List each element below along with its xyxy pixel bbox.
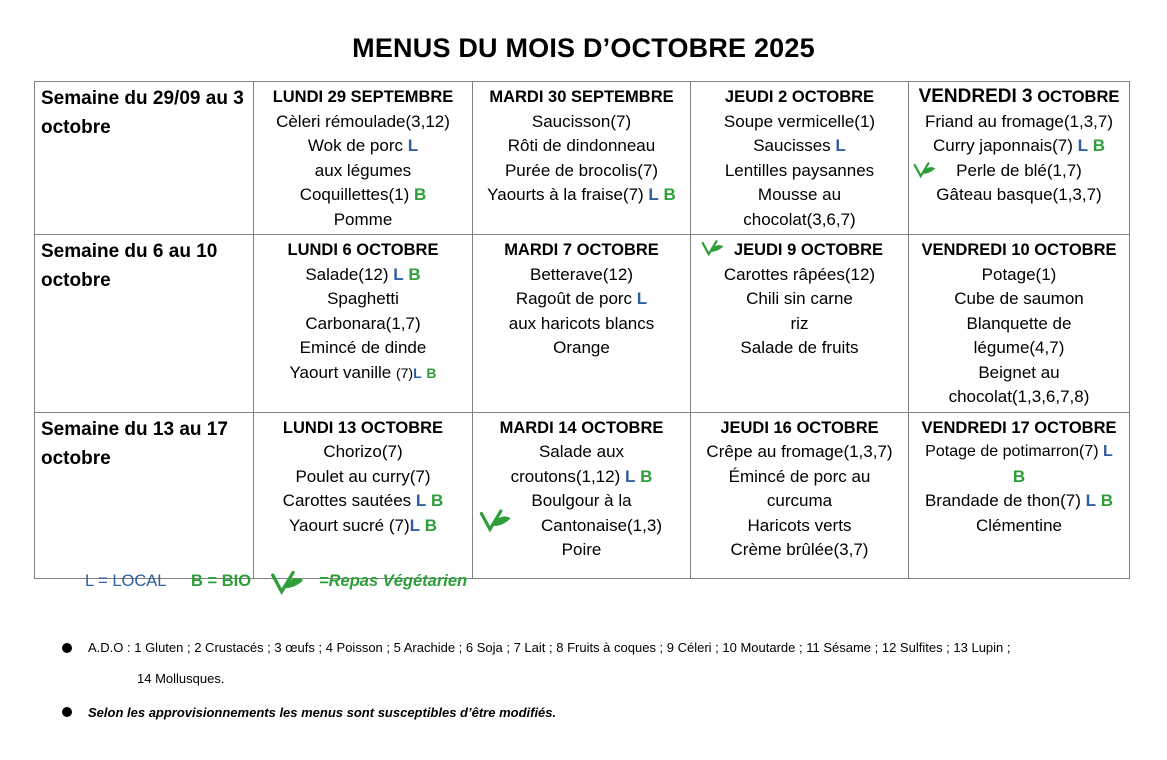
menu-item: Crème brûlée(3,7) xyxy=(730,540,869,559)
allergens-note: A.D.O : 1 Gluten ; 2 Crustacés ; 3 œufs ; 4 Poisson ; 5 Arachide ; 6 Soja ; 7 Lait ; 8 Fruits à coques ; 9 Céleri ; 10 Moutarde ; 11 Sésame ; 12 Sulfites ; 13 Lupin ; xyxy=(88,640,1011,655)
menu-item: Soupe vermicelle(1) xyxy=(723,111,876,131)
menu-item: curcuma xyxy=(766,491,833,510)
day-cell xyxy=(473,235,691,413)
day-title: VENDREDI 3 OCTOBRE xyxy=(918,86,1120,107)
bio-tag: B xyxy=(426,364,437,381)
menu-item: Salade de fruits xyxy=(740,338,859,357)
local-tag: L xyxy=(415,491,427,510)
menu-item: Salade aux xyxy=(538,442,625,461)
day-cell xyxy=(691,82,909,235)
menu-item: Yaourts à la fraise(7) L B xyxy=(487,185,676,204)
menu-item: Yaourt sucré (7)L B xyxy=(288,515,438,535)
day-title: MARDI 30 SEPTEMBRE xyxy=(489,88,674,106)
day-cell xyxy=(473,412,691,578)
vegetarian-leaf-icon xyxy=(913,161,941,181)
day-title: MARDI 14 OCTOBRE xyxy=(499,418,664,437)
menu-item: aux haricots blancs xyxy=(508,313,655,333)
day-cell xyxy=(691,412,909,578)
menu-item: Cube de saumon xyxy=(954,289,1084,308)
vegetarian-leaf-icon xyxy=(479,508,515,538)
menu-item: Beignet au xyxy=(978,362,1060,382)
menu-item: Chili sin carne xyxy=(746,289,853,308)
menu-item: Brandade de thon(7) L B xyxy=(924,491,1114,510)
local-tag: L xyxy=(1077,136,1088,155)
local-tag: L xyxy=(409,515,420,535)
local-tag: L xyxy=(1103,443,1113,460)
day-title: VENDREDI 17 OCTOBRE xyxy=(921,418,1117,437)
menu-item: Poire xyxy=(561,540,602,559)
day-title: JEUDI 9 OCTOBRE xyxy=(695,238,904,263)
legend-bio: B = BIO xyxy=(191,572,252,590)
local-tag: L xyxy=(407,136,419,155)
day-title: MARDI 7 OCTOBRE xyxy=(504,241,659,259)
menu-item: Purée de brocolis(7) xyxy=(504,160,659,180)
menu-item: chocolat(1,3,6,7,8) xyxy=(948,387,1090,406)
menu-item: Coquillettes(1) B xyxy=(299,185,427,204)
day-cell xyxy=(473,82,691,235)
page-title: MENUS DU MOIS D’OCTOBRE 2025 xyxy=(352,33,815,63)
day-cell xyxy=(254,235,473,413)
menu-table xyxy=(34,81,1130,579)
bio-tag: B xyxy=(663,185,676,204)
menu-item: aux légumes xyxy=(314,160,412,180)
day-title: LUNDI 6 OCTOBRE xyxy=(287,241,439,259)
day-cell xyxy=(254,412,473,578)
bio-tag: B xyxy=(408,264,421,284)
bullet-icon xyxy=(62,707,72,717)
menu-item: Yaourt vanille (7)L B xyxy=(289,362,437,382)
day-cell xyxy=(909,235,1130,413)
day-title: JEUDI 2 OCTOBRE xyxy=(724,88,875,106)
menu-item: Saucisses L xyxy=(753,136,846,155)
day-cell xyxy=(254,82,473,235)
menu-item: chocolat(3,6,7) xyxy=(743,209,856,229)
menu-item: Curry japonnais(7) L B xyxy=(933,136,1105,155)
vegetarian-leaf-icon xyxy=(270,570,306,603)
menu-item: Chorizo(7) xyxy=(323,442,403,461)
menu-item: Emincé de dinde xyxy=(299,338,427,357)
menu-item: Carottes râpées(12) xyxy=(723,264,876,284)
menu-item xyxy=(913,465,1125,490)
bio-tag: B xyxy=(414,185,427,204)
menu-item: Potage de potimarron(7) L xyxy=(925,443,1113,460)
menu-item: Gâteau basque(1,3,7) xyxy=(936,185,1102,204)
allergens-note-continued: 14 Mollusques. xyxy=(137,671,225,686)
day-title: JEUDI 16 OCTOBRE xyxy=(720,418,879,437)
bio-tag: B xyxy=(1092,136,1105,155)
week-row xyxy=(35,235,1130,413)
menu-item: Wok de porc L xyxy=(307,136,419,155)
menu-item: Carbonara(1,7) xyxy=(305,313,421,333)
day-title: LUNDI 13 OCTOBRE xyxy=(282,418,444,437)
legend-local: L = LOCAL xyxy=(85,572,167,590)
menu-item: Potage(1) xyxy=(981,264,1057,284)
menu-item: légume(4,7) xyxy=(973,338,1065,357)
bullet-icon xyxy=(62,643,72,653)
menu-item: Carottes sautées L B xyxy=(282,491,444,510)
local-tag: L xyxy=(413,364,422,381)
local-tag: L xyxy=(636,289,648,308)
menu-item: Cantonaise(1,3) xyxy=(477,514,686,539)
menu-item: Saucisson(7) xyxy=(531,111,632,131)
local-tag: L xyxy=(1085,491,1097,510)
menu-item: Orange xyxy=(553,338,610,357)
menu-item: Blanquette de xyxy=(966,313,1072,333)
menu-item: Lentilles paysannes xyxy=(724,160,875,180)
menu-item: Pomme xyxy=(333,209,393,229)
local-tag: L xyxy=(393,264,404,284)
menu-item: Émincé de porc au xyxy=(728,466,871,486)
day-title: LUNDI 29 SEPTEMBRE xyxy=(272,88,454,106)
week-row xyxy=(35,82,1130,235)
day-cell xyxy=(691,235,909,413)
day-cell xyxy=(909,412,1130,578)
bio-tag: B xyxy=(431,491,444,510)
menu-item: Spaghetti xyxy=(327,289,399,308)
bio-tag: B xyxy=(1100,491,1114,510)
vegetarian-leaf-icon xyxy=(701,239,729,259)
menu-item: Poulet au curry(7) xyxy=(295,466,431,486)
bio-tag: B xyxy=(640,466,653,486)
week-label: Semaine du 29/09 au 3 octobre xyxy=(35,82,254,235)
week-label: Semaine du 6 au 10 octobre xyxy=(35,235,254,413)
menu-item: Salade(12) L B xyxy=(305,264,421,284)
menu-item: Crêpe au fromage(1,3,7) xyxy=(706,442,893,461)
menu-item: Friand au fromage(1,3,7) xyxy=(924,111,1114,131)
menu-item: riz xyxy=(790,313,809,333)
local-tag: L xyxy=(624,466,636,486)
menu-item: Mousse au xyxy=(757,185,842,204)
week-row xyxy=(35,412,1130,578)
legend-vegetarian: =Repas Végétarien xyxy=(319,572,468,590)
menu-item: Clémentine xyxy=(976,515,1062,535)
local-tag: L xyxy=(648,185,659,204)
menu-item: Boulgour à la xyxy=(531,491,632,510)
menu-item: Perle de blé(1,7) xyxy=(913,159,1125,184)
menu-item: Rôti de dindonneau xyxy=(507,136,656,155)
day-title: VENDREDI 10 OCTOBRE xyxy=(921,241,1117,259)
menu-item: Haricots verts xyxy=(747,515,852,535)
menu-item: croutons(1,12) L B xyxy=(510,466,653,486)
day-cell xyxy=(909,82,1130,235)
menu-item: Betterave(12) xyxy=(530,264,633,284)
week-label: Semaine du 13 au 17 octobre xyxy=(35,412,254,578)
bio-tag: B xyxy=(424,515,438,535)
bio-tag: B xyxy=(1012,466,1026,486)
menu-item: Ragoût de porc L xyxy=(515,289,648,308)
disclaimer-note: Selon les approvisionnements les menus sont susceptibles d’être modifiés. xyxy=(88,705,557,720)
menu-item: Cèleri rémoulade(3,12) xyxy=(276,111,450,131)
local-tag: L xyxy=(835,136,846,155)
